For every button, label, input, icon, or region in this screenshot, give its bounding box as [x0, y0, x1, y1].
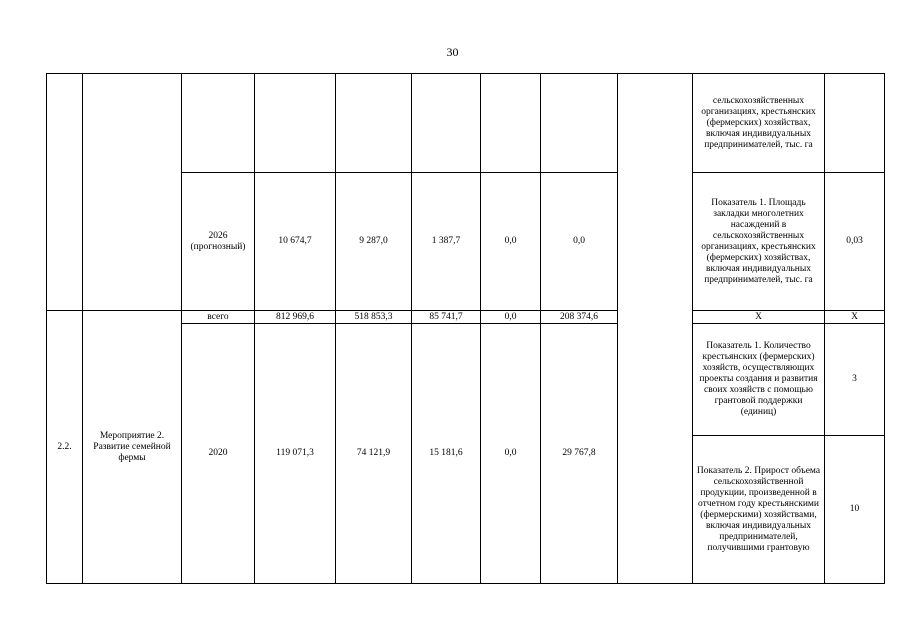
- cell-v3: [481, 74, 541, 173]
- cell-v2: 1 387,7: [412, 173, 481, 311]
- cell-v1: 9 287,0: [336, 173, 412, 311]
- measure-number: 2.2.: [47, 311, 83, 584]
- cell-blank-column: [618, 74, 693, 584]
- cell-v2: 15 181,6: [412, 324, 481, 584]
- cell-year: 2020: [182, 324, 255, 584]
- cell-v1: 518 853,3: [336, 311, 412, 324]
- cell-name-prev: [83, 74, 182, 311]
- indicator-value: 0,03: [825, 173, 885, 311]
- cell-v4: 208 374,6: [541, 311, 618, 324]
- cell-v2: [412, 74, 481, 173]
- cell-v2: 85 741,7: [412, 311, 481, 324]
- indicator-value: [825, 74, 885, 173]
- indicator-text: X: [693, 311, 825, 324]
- indicator-text: сельскохозяйственных организациях, крестьянских (фермерских) хозяйствах, включая индивидуальных предпринимателей, тыс. га: [693, 74, 825, 173]
- indicator-text: Показатель 1. Количество крестьянских (фермерских) хозяйств, осуществляющих проекты создания и развития своих хозяйств с помощью грантовой поддержки (единиц): [693, 324, 825, 436]
- cell-v1: 74 121,9: [336, 324, 412, 584]
- cell-v4: 0,0: [541, 173, 618, 311]
- table-row: [47, 311, 885, 324]
- indicator-value: 3: [825, 324, 885, 436]
- table-row: [47, 74, 885, 173]
- indicator-value: X: [825, 311, 885, 324]
- cell-number-prev: [47, 74, 83, 311]
- cell-year: [182, 74, 255, 173]
- program-table: [46, 73, 885, 584]
- cell-total: 812 969,6: [255, 311, 336, 324]
- indicator-text: Показатель 1. Площадь закладки многолетних насаждений в сельскохозяйственных организациях, крестьянских (фермерских) хозяйствах, включая индивидуальных предпринимателей, тыс. га: [693, 173, 825, 311]
- cell-v3: 0,0: [481, 311, 541, 324]
- cell-v4: [541, 74, 618, 173]
- page-number: 30: [446, 45, 459, 59]
- cell-year: 2026 (прогнозный): [182, 173, 255, 311]
- indicator-value: 10: [825, 436, 885, 584]
- cell-total: 10 674,7: [255, 173, 336, 311]
- cell-v3: 0,0: [481, 173, 541, 311]
- cell-v4: 29 767,8: [541, 324, 618, 584]
- indicator-text: Показатель 2. Прирост объема сельскохозяйственной продукции, произведенной в отчетном году крестьянскими (фермерскими) хозяйствами, включая индивидуальных предпринимателей, получившими грантовую: [693, 436, 825, 584]
- cell-year: всего: [182, 311, 255, 324]
- measure-name: Мероприятие 2. Развитие семейной фермы: [83, 311, 182, 584]
- cell-v3: 0,0: [481, 324, 541, 584]
- cell-total: 119 071,3: [255, 324, 336, 584]
- cell-v1: [336, 74, 412, 173]
- cell-total: [255, 74, 336, 173]
